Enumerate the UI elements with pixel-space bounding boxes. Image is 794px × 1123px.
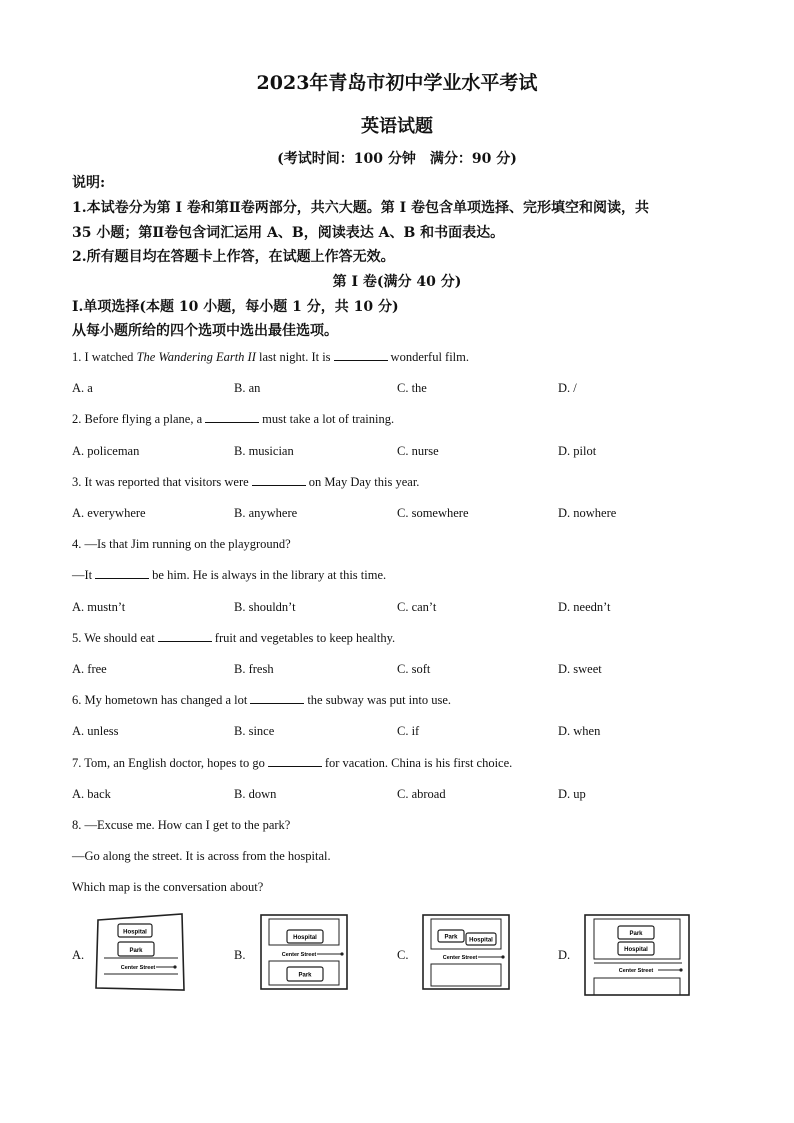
map-c-park-label: Park (444, 934, 458, 941)
map-option-a-label: A. (72, 948, 85, 962)
map-c-drawing (420, 912, 512, 992)
map-option-d-label: D. (558, 948, 571, 962)
question-8-reply: —Go along the street. It is across from the hospital. (72, 849, 331, 863)
question-7-option-d: D. up (558, 787, 586, 801)
question-2-option-c: C. nurse (397, 444, 439, 458)
question-7-option-b: B. down (234, 787, 277, 801)
question-3-option-c: C. somewhere (397, 506, 469, 520)
map-option-d (582, 912, 692, 1002)
question-6-option-b: B. since (234, 724, 275, 738)
answer-blank (95, 568, 149, 579)
question-4-reply: —It be him. He is always in the library at this time. (72, 568, 387, 582)
question-8-prompt: Which map is the conversation about? (72, 880, 264, 894)
question-4-option-b: B. shouldn’t (234, 600, 296, 614)
question-8: 8. —Excuse me. How can I get to the park? (72, 818, 291, 832)
map-a-hospital-label: Hospital (123, 929, 147, 936)
map-c-street-label: Center Street (442, 955, 478, 961)
question-3: 3. It was reported that visitors were on May Day this year. (72, 475, 420, 489)
map-d-drawing (582, 912, 692, 998)
question-4: 4. —Is that Jim running on the playground? (72, 537, 291, 551)
instructions-label: 说明: (72, 175, 106, 191)
question-1-option-a: A. a (72, 381, 93, 395)
map-d-street-label: Center Street (618, 968, 654, 974)
instructions-line-1: 1.本试卷分为第 I 卷和第Ⅱ卷两部分，共六大题。第 I 卷包含单项选择、完形填空和阅读，共 (72, 200, 650, 216)
question-2-option-a: A. policeman (72, 444, 140, 458)
question-4-option-c: C. can’t (397, 600, 437, 614)
question-6-option-a: A. unless (72, 724, 119, 738)
question-1-option-c: C. the (397, 381, 427, 395)
answer-blank (252, 475, 306, 486)
question-1: 1. I watched The Wandering Earth II last night. It is wonderful film. (72, 350, 470, 364)
map-a-park-label: Park (129, 948, 143, 954)
map-option-c-label: C. (397, 948, 409, 962)
map-option-a (94, 912, 186, 996)
map-a-street-label: Center Street (120, 965, 156, 971)
question-2-option-d: D. pilot (558, 444, 597, 458)
answer-blank (205, 412, 259, 423)
answer-blank (268, 756, 322, 767)
exam-title: 2023年青岛市初中学业水平考试 (256, 72, 538, 94)
question-3-option-d: D. nowhere (558, 506, 617, 520)
answer-blank (334, 350, 388, 361)
question-7: 7. Tom, an English doctor, hopes to go for vacation. China is his first choice. (72, 756, 513, 770)
exam-subtitle: 英语试题 (361, 116, 433, 137)
question-3-option-a: A. everywhere (72, 506, 146, 520)
map-c-hospital-label: Hospital (469, 937, 493, 944)
map-b-street-label: Center Street (281, 952, 317, 958)
question-7-option-c: C. abroad (397, 787, 446, 801)
exam-info: (考试时间：100 分钟 满分：90 分) (277, 151, 517, 167)
question-1-option-d: D. / (558, 381, 577, 395)
question-2: 2. Before flying a plane, a must take a lot of training. (72, 412, 395, 426)
instructions-line-2: 35 小题；第Ⅱ卷包含词汇运用 A、B，阅读表达 A、B 和书面表达。 (72, 225, 505, 241)
question-4-option-a: A. mustn’t (72, 600, 126, 614)
question-5-option-a: A. free (72, 662, 107, 676)
map-option-c (420, 912, 512, 996)
part-title: I.单项选择(本题 10 小题，每小题 1 分，共 10 分) (72, 299, 399, 315)
map-b-hospital-label: Hospital (293, 935, 317, 941)
section-title: 第 I 卷(满分 40 分) (332, 274, 462, 290)
question-5: 5. We should eat fruit and vegetables to keep healthy. (72, 631, 396, 645)
question-2-option-b: B. musician (234, 444, 294, 458)
map-a-drawing (94, 912, 186, 992)
map-option-b-label: B. (234, 948, 246, 962)
question-6: 6. My hometown has changed a lot the subway was put into use. (72, 693, 452, 707)
question-6-option-d: D. when (558, 724, 601, 738)
instructions-line-3: 2.所有题目均在答题卡上作答，在试题上作答无效。 (72, 249, 395, 265)
film-title: The Wandering Earth II (136, 350, 256, 364)
question-6-option-c: C. if (397, 724, 420, 738)
question-3-option-b: B. anywhere (234, 506, 298, 520)
part-direction: 从每小题所给的四个选项中选出最佳选项。 (72, 323, 338, 339)
map-d-park-label: Park (629, 931, 643, 937)
question-5-option-d: D. sweet (558, 662, 602, 676)
map-d-hospital-label: Hospital (624, 947, 648, 953)
map-b-park-label: Park (298, 972, 312, 979)
question-7-option-a: A. back (72, 787, 111, 801)
map-option-b (257, 912, 351, 996)
answer-blank (250, 693, 304, 704)
question-5-option-b: B. fresh (234, 662, 274, 676)
map-b-drawing (257, 912, 351, 992)
question-4-option-d: D. needn’t (558, 600, 611, 614)
question-5-option-c: C. soft (397, 662, 431, 676)
question-1-option-b: B. an (234, 381, 261, 395)
answer-blank (158, 631, 212, 642)
